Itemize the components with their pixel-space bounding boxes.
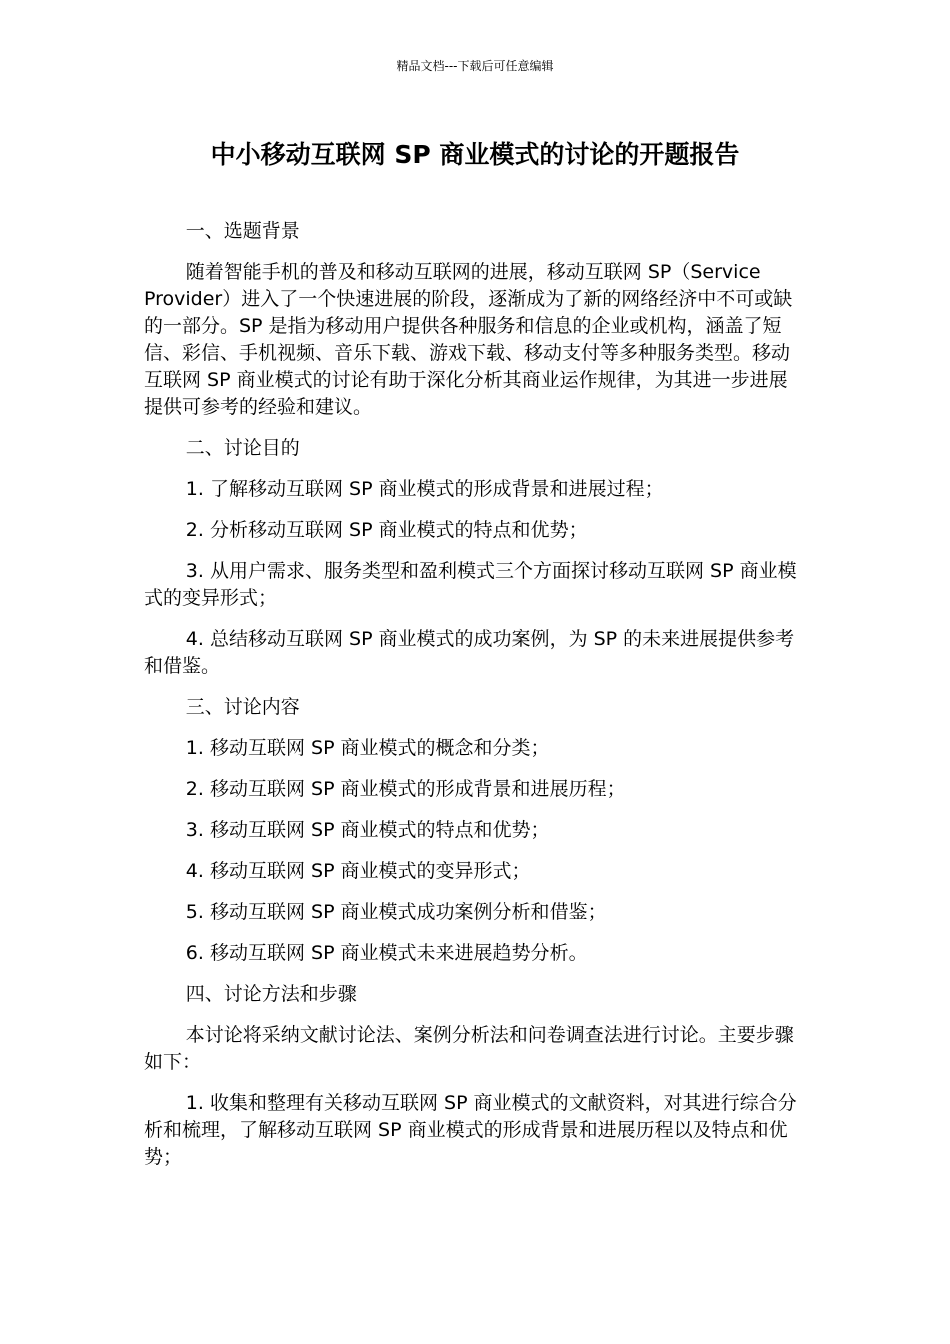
- list-item: 2. 移动互联网 SP 商业模式的形成背景和进展历程；: [185, 778, 626, 800]
- list-item: 1. 移动互联网 SP 商业模式的概念和分类；: [185, 737, 550, 759]
- section-heading-content: 三、讨论内容: [185, 696, 300, 718]
- paragraph-method: 本讨论将采纳文献讨论法、案例分析法和问卷调查法进行讨论。主要步骤如下：: [144, 1024, 794, 1073]
- paragraph-background: 随着智能手机的普及和移动互联网的进展，移动互联网 SP（Service Provider）进入了一个快速进展的阶段，逐渐成为了新的网络经济中不可或缺的一部分。SP 是指为移动用户提供各种服务和信息的企业或机构，涵盖了短信、彩信、手机视频、音乐下载、游戏下载、移动支付等多种服务类型。移动互联网 SP 商业模式的讨论有助于深化分析其商业运作规律，为其进一步进展提供可参考的经验和建议。: [144, 261, 793, 418]
- document-body: [144, 218, 806, 1185]
- list-item: 3. 从用户需求、服务类型和盈利模式三个方面探讨移动互联网 SP 商业模式的变异形式；: [144, 560, 797, 609]
- section-heading-background: 一、选题背景: [185, 220, 300, 242]
- section-heading-method: 四、讨论方法和步骤: [185, 983, 357, 1005]
- list-item: 2. 分析移动互联网 SP 商业模式的特点和优势；: [185, 519, 588, 541]
- list-item: 1. 收集和整理有关移动互联网 SP 商业模式的文献资料，对其进行综合分析和梳理，了解移动互联网 SP 商业模式的形成背景和进展历程以及特点和优势；: [144, 1092, 797, 1168]
- list-item: 4. 移动互联网 SP 商业模式的变异形式；: [185, 860, 531, 882]
- list-item: 3. 移动互联网 SP 商业模式的特点和优势；: [185, 819, 550, 841]
- list-item: 1. 了解移动互联网 SP 商业模式的形成背景和进展过程；: [185, 478, 664, 500]
- document-title: 中小移动互联网 SP 商业模式的讨论的开题报告: [210, 140, 740, 169]
- header-note: 精品文档---下载后可任意编辑: [396, 59, 554, 73]
- list-item: 4. 总结移动互联网 SP 商业模式的成功案例，为 SP 的未来进展提供参考和借鉴。: [144, 628, 795, 677]
- list-item: 5. 移动互联网 SP 商业模式成功案例分析和借鉴；: [185, 901, 607, 923]
- section-heading-purpose: 二、讨论目的: [185, 437, 300, 459]
- list-item: 6. 移动互联网 SP 商业模式未来进展趋势分析。: [185, 942, 588, 964]
